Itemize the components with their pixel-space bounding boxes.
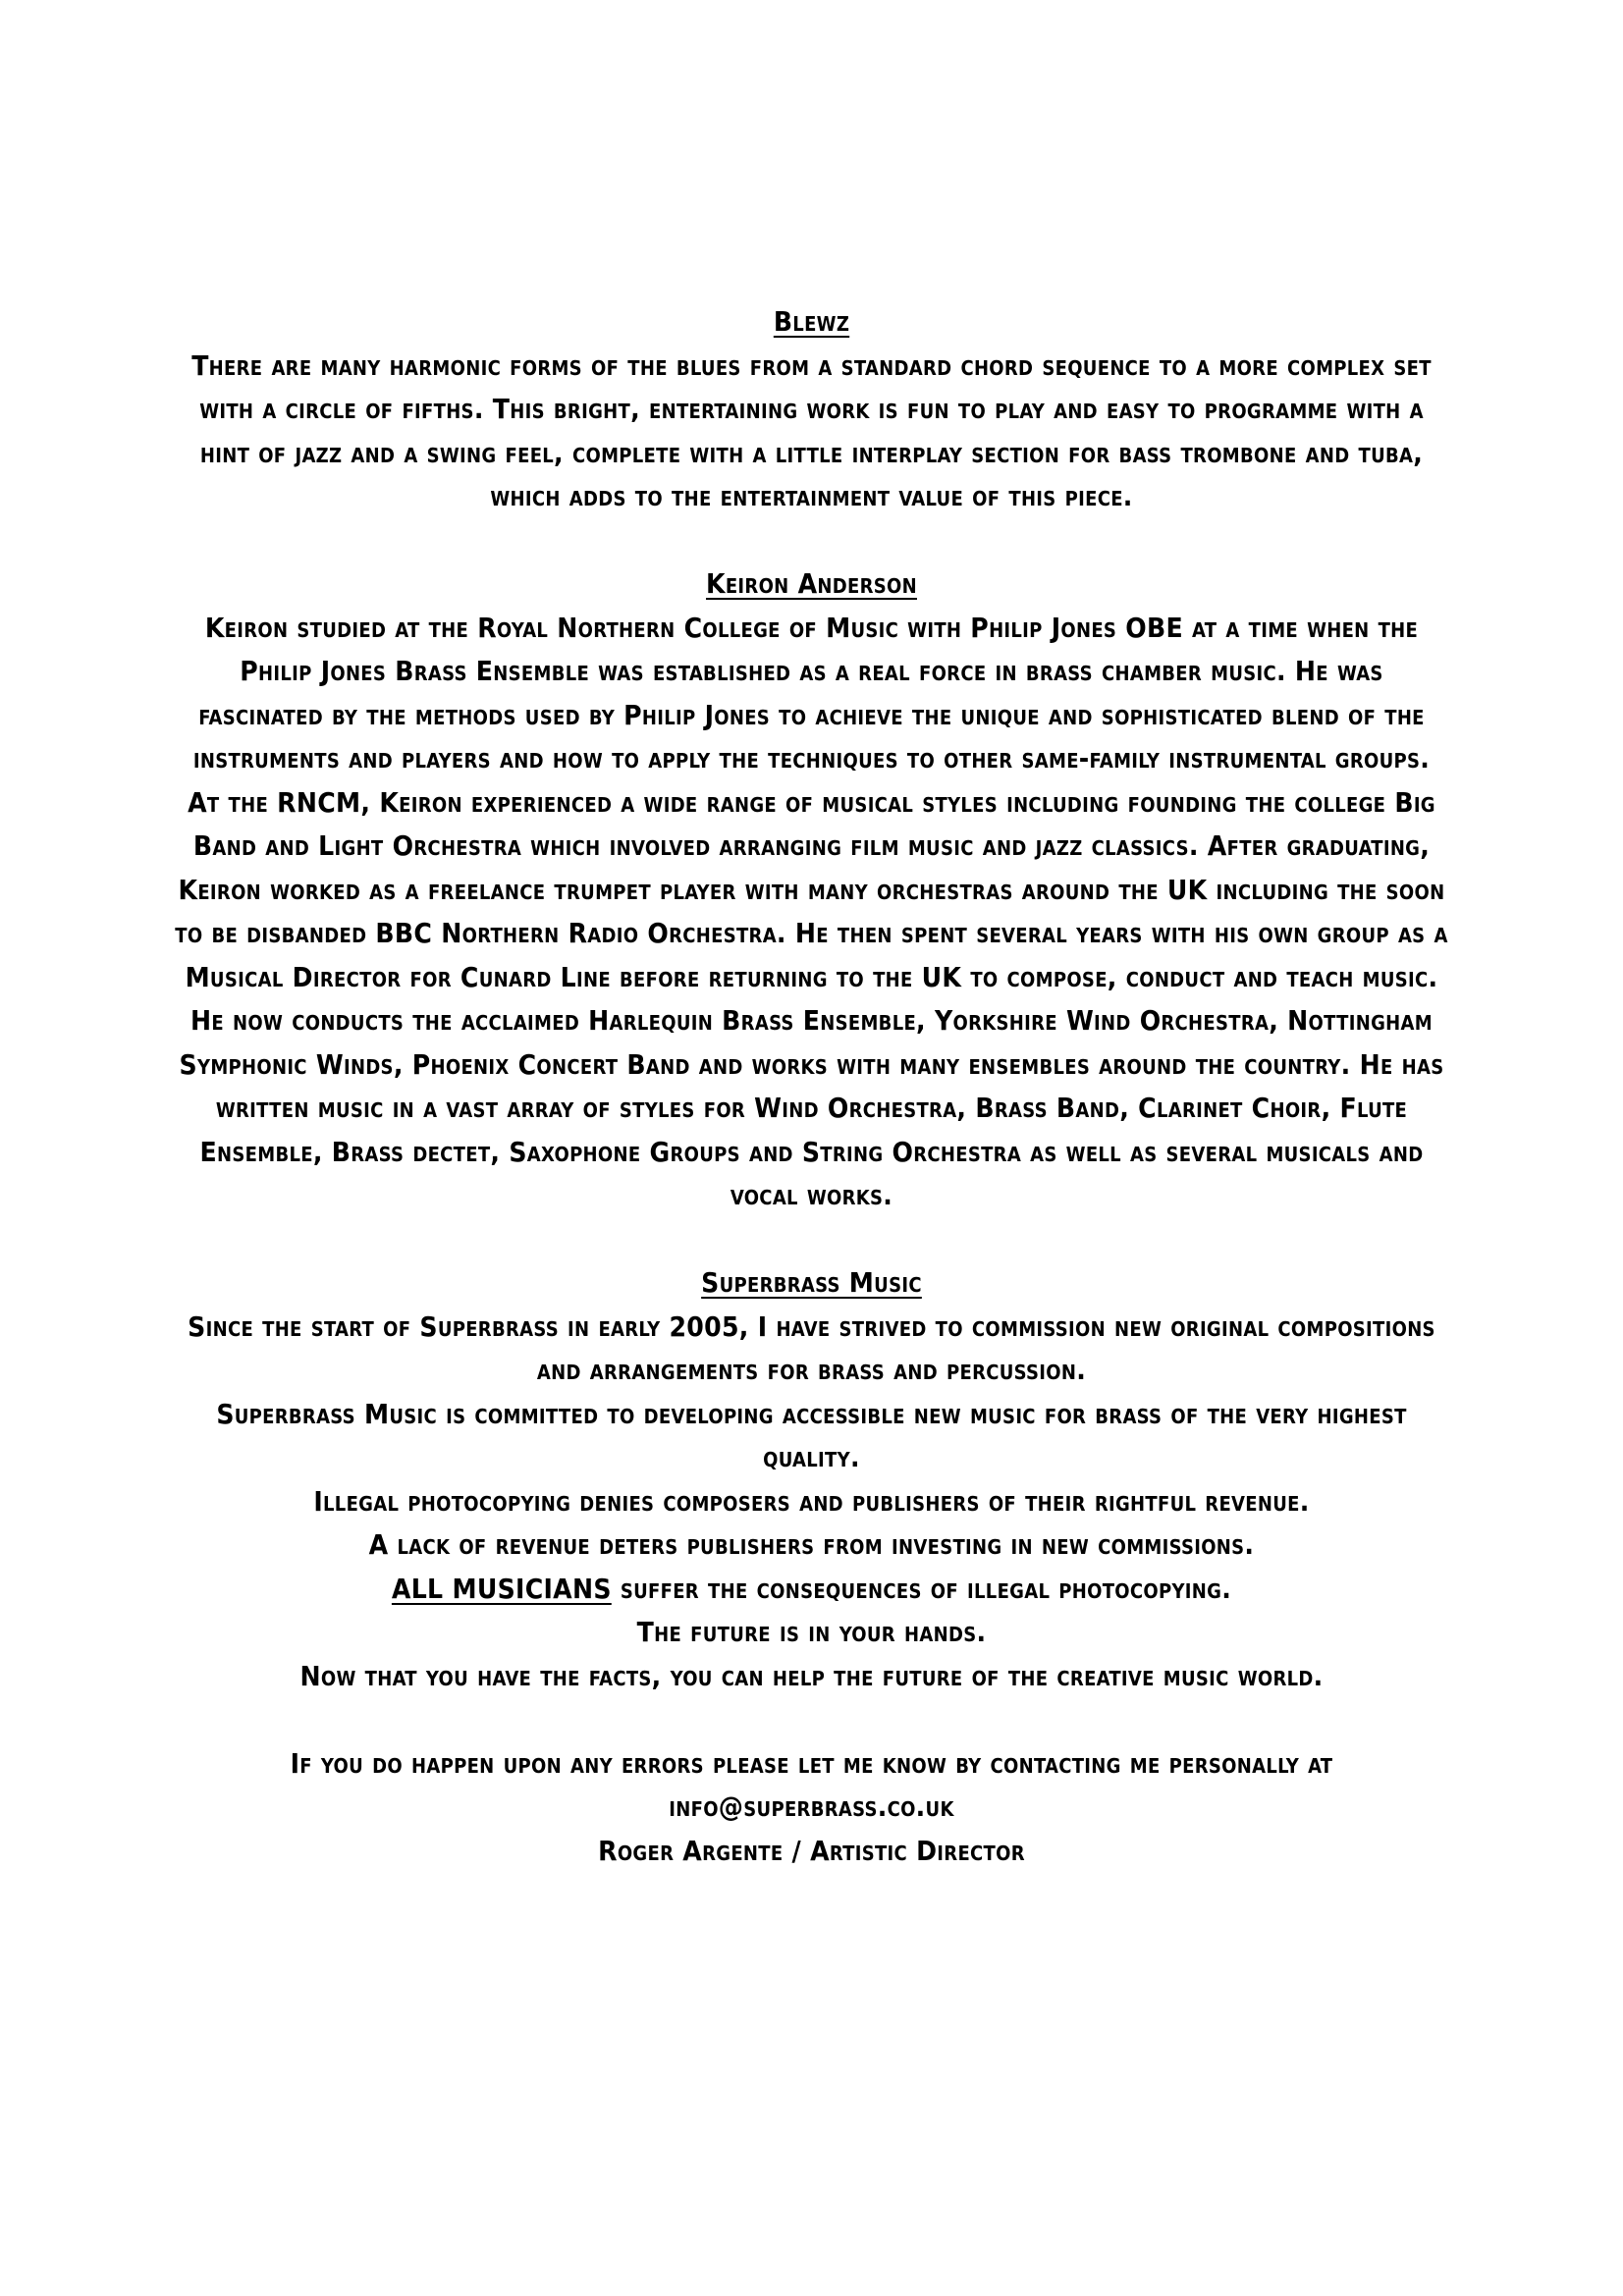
blewz-line: There are many harmonic forms of the blues from a standard chord sequence to a more complex set — [191, 348, 1432, 382]
composer-line: Keiron studied at the Royal Northern College of Music with Philip Jones OBE at a time when the — [204, 611, 1419, 644]
page-content — [128, 300, 1495, 1873]
composer-line: Ensemble, Brass dectet, Saxophone Groups and String Orchestra as well as several musicals and — [199, 1135, 1424, 1168]
publisher-closing-line: The future is in your hands. — [636, 1616, 987, 1648]
contact-line: If you do happen upon any errors please let me know by contacting me personally at — [290, 1746, 1333, 1780]
section-blewz — [128, 300, 1495, 519]
composer-line: He now conducts the acclaimed Harlequin Brass Ensemble, Yorkshire Wind Orchestra, Nottingham — [190, 1004, 1433, 1037]
composer-line: Musical Director for Cunard Line before returning to the UK to compose, conduct and teach music. — [185, 960, 1438, 993]
section-composer — [128, 562, 1495, 1218]
section-publisher — [128, 1261, 1495, 1698]
composer-line: instruments and players and how to apply the techniques to other same-family instrumental groups. — [192, 742, 1431, 774]
publisher-line: Superbrass Music is committed to developing accessible new music for brass of the very highest — [216, 1397, 1407, 1430]
publisher-line: Illegal photocopying denies composers and publishers of their rightful revenue. — [313, 1484, 1310, 1518]
composer-line: vocal works. — [730, 1179, 893, 1211]
composer-line: Keiron worked as a freelance trumpet player with many orchestras around the UK including the soon — [178, 873, 1445, 906]
composer-line: fascinated by the methods used by Philip Jones to achieve the unique and sophisticated blend of the — [198, 698, 1425, 731]
composer-line: written music in a vast array of styles for Wind Orchestra, Brass Band, Clarinet Choir, Flute — [215, 1092, 1408, 1124]
composer-line: Philip Jones Brass Ensemble was established as a real force in brass chamber music. He was — [240, 655, 1383, 687]
blewz-line: hint of jazz and a swing feel, complete with a little interplay section for bass trombone and tuba, — [199, 436, 1424, 469]
all-musicians-emphasis: ALL MUSICIANS — [391, 1572, 612, 1605]
publisher-heading: Superbrass Music — [701, 1266, 922, 1299]
blewz-heading: Blewz — [773, 305, 850, 338]
contact-email: info@superbrass.co.uk — [669, 1790, 954, 1823]
publisher-line: and arrangements for brass and percussion. — [536, 1354, 1087, 1386]
all-musicians-rest: suffer the consequences of illegal photocopying. — [611, 1572, 1232, 1605]
section-contact — [128, 1742, 1495, 1874]
composer-line: Symphonic Winds, Phoenix Concert Band and works with many ensembles around the country. He has — [179, 1047, 1444, 1081]
contact-signature: Roger Argente / Artistic Director — [598, 1834, 1025, 1867]
composer-heading: Keiron Anderson — [706, 567, 917, 600]
all-musicians-line — [128, 1568, 1495, 1612]
publisher-closing-line: Now that you have the facts, you can help the future of the creative music world. — [299, 1659, 1324, 1692]
composer-line: At the RNCM, Keiron experienced a wide range of musical styles including founding the college Big — [188, 785, 1435, 819]
blewz-line: with a circle of fifths. This bright, entertaining work is fun to play and easy to programme with a — [199, 393, 1424, 425]
composer-line: to be disbanded BBC Northern Radio Orchestra. He then spent several years with his own group as a — [175, 917, 1448, 949]
publisher-line: Since the start of Superbrass in early 2005, I have strived to commission new original compositions — [188, 1309, 1435, 1343]
publisher-line: A lack of revenue deters publishers from investing in new commissions. — [368, 1528, 1255, 1561]
publisher-line: quality. — [763, 1441, 860, 1473]
composer-line: Band and Light Orchestra which involved arranging film music and jazz classics. After graduating, — [192, 829, 1431, 862]
blewz-line: which adds to the entertainment value of this piece. — [490, 480, 1133, 512]
